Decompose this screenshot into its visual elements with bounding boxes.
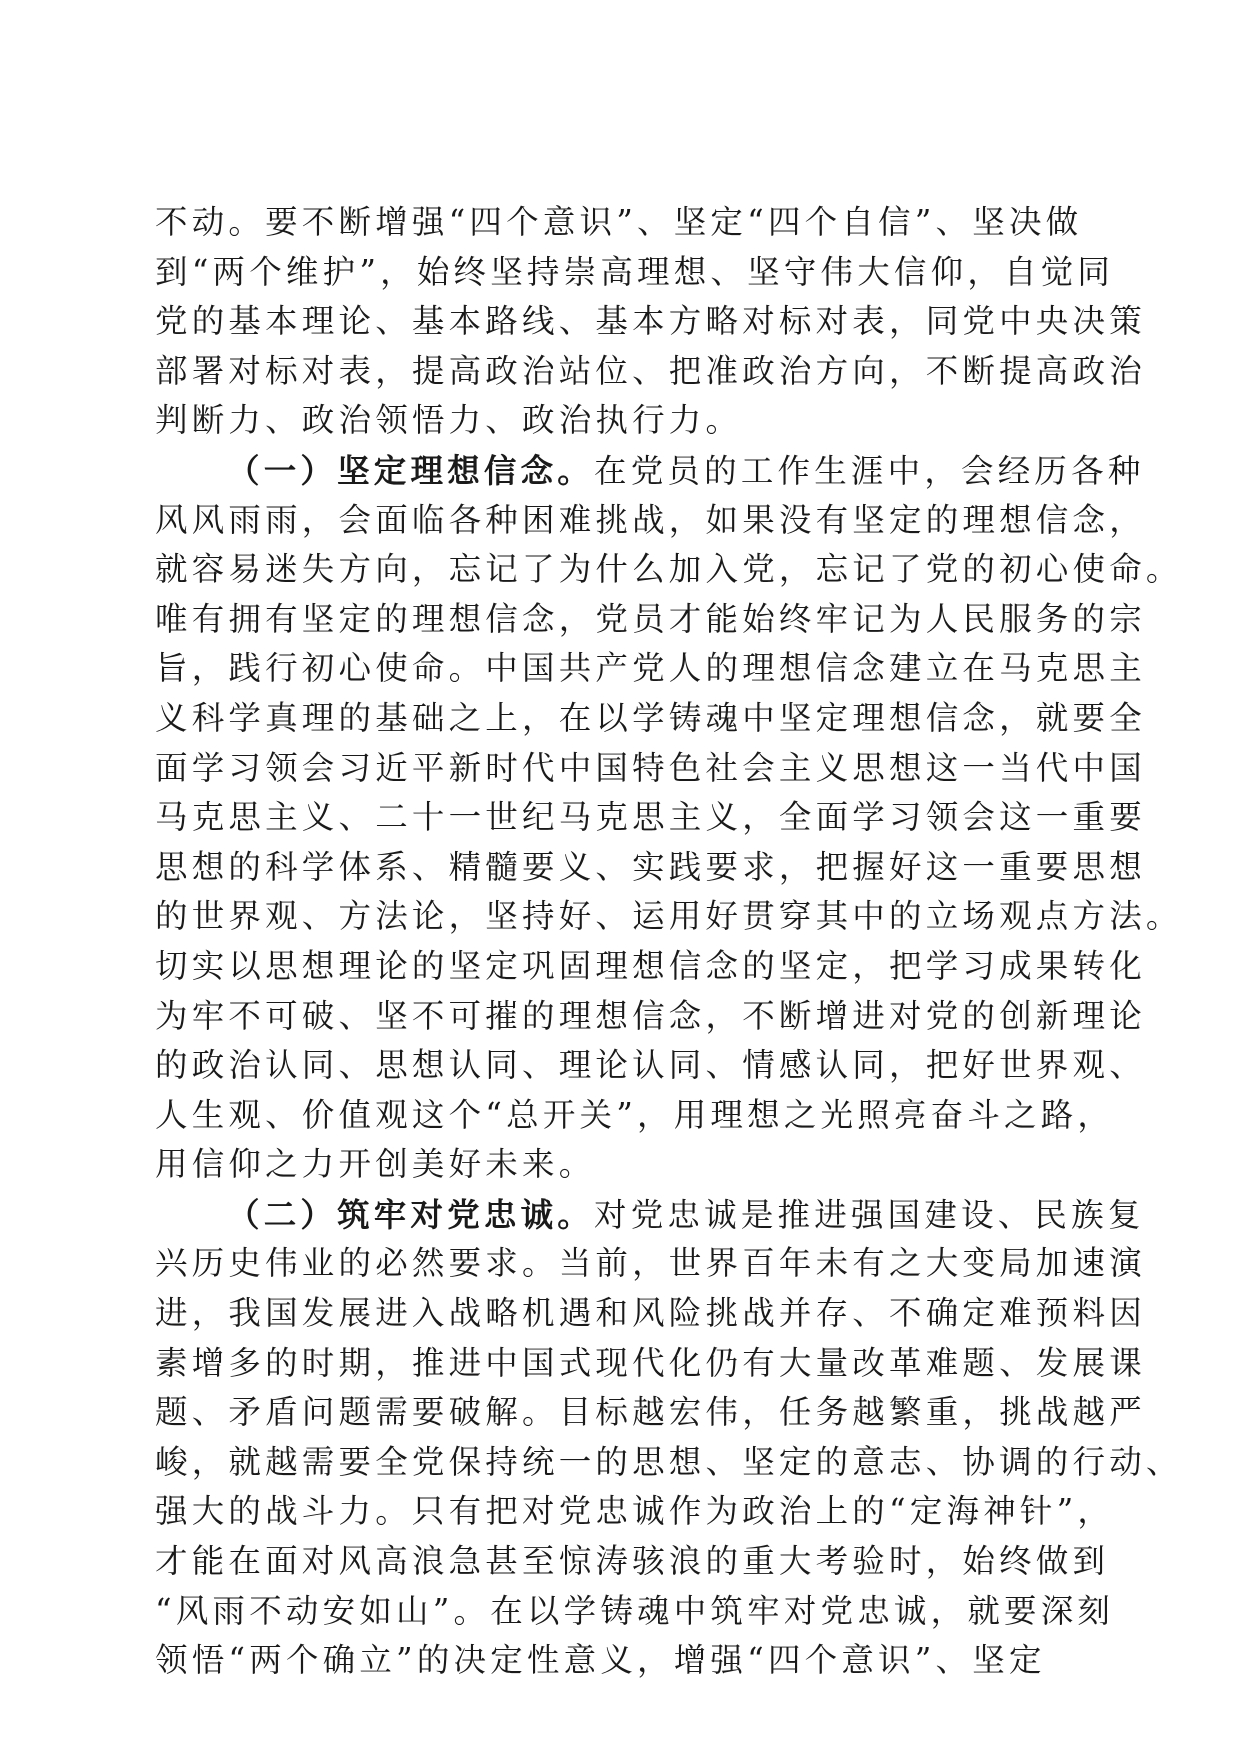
section2-line: “风雨不动安如山”。在以学铸魂中筑牢对党忠诚，就要深刻	[155, 1591, 1115, 1630]
section1-line: 思想的科学体系、精髓要义、实践要求，把握好这一重要思想	[155, 847, 1146, 886]
section2-line: 强大的战斗力。只有把对党忠诚作为政治上的“定海神针”，	[155, 1492, 1115, 1531]
section2-line: 领悟“两个确立”的决定性意义，增强“四个意识”、坚定	[155, 1641, 1046, 1680]
section1-line: 人生观、价值观这个“总开关”，用理想之光照亮奋斗之路，	[155, 1095, 1115, 1134]
document-body	[155, 198, 1183, 1686]
section2-line: 才能在面对风高浪急甚至惊涛骇浪的重大考验时，始终做到	[155, 1542, 1110, 1581]
section1-first-line	[155, 446, 1145, 496]
section1-line: 就容易迷失方向，忘记了为什么加入党，忘记了党的初心使命。	[155, 550, 1183, 589]
section2-line: 兴历史伟业的必然要求。当前，世界百年未有之大变局加速演	[155, 1244, 1146, 1283]
section2-first-line	[155, 1190, 1145, 1240]
section2-line: 素增多的时期，推进中国式现代化仍有大量改革难题、发展课	[155, 1343, 1146, 1382]
section2-heading: （二）筑牢对党忠诚。	[227, 1194, 595, 1234]
section1-line: 唯有拥有坚定的理想信念，党员才能始终牢记为人民服务的宗	[155, 599, 1146, 638]
section1-line: 的政治认同、思想认同、理论认同、情感认同，把好世界观、	[155, 1046, 1146, 1085]
section2-first-line-text: 对党忠诚是推进强国建设、民族复	[594, 1195, 1145, 1234]
section1-line: 用信仰之力开创美好未来。	[155, 1145, 596, 1184]
intro-line: 到“两个维护”，始终坚持崇高理想、坚守伟大信仰，自觉同	[155, 252, 1115, 291]
intro-line: 党的基本理论、基本路线、基本方略对标对表，同党中央决策	[155, 302, 1146, 341]
section1-line: 为牢不可破、坚不可摧的理想信念，不断增进对党的创新理论	[155, 996, 1146, 1035]
intro-line: 不动。要不断增强“四个意识”、坚定“四个自信”、坚决做	[155, 203, 1083, 241]
section2-line: 题、矛盾问题需要破解。目标越宏伟，任务越繁重，挑战越严	[155, 1393, 1146, 1432]
section1-first-line-text: 在党员的工作生涯中，会经历各种	[594, 451, 1145, 490]
intro-line: 部署对标对表，提高政治站位、把准政治方向，不断提高政治	[155, 351, 1146, 390]
section2-line: 进，我国发展进入战略机遇和风险挑战并存、不确定难预料因	[155, 1294, 1146, 1333]
section1-heading: （一）坚定理想信念。	[227, 450, 595, 490]
section1-line: 风风雨雨，会面临各种困难挑战，如果没有坚定的理想信念，	[155, 500, 1146, 539]
section1-line: 义科学真理的基础之上，在以学铸魂中坚定理想信念，就要全	[155, 698, 1146, 737]
intro-line: 判断力、政治领悟力、政治执行力。	[155, 401, 743, 440]
section1-line: 马克思主义、二十一世纪马克思主义，全面学习领会这一重要	[155, 798, 1146, 837]
section1-line: 旨，践行初心使命。中国共产党人的理想信念建立在马克思主	[155, 649, 1146, 688]
section1-line: 的世界观、方法论，坚持好、运用好贯穿其中的立场观点方法。	[155, 897, 1183, 936]
section1-line: 切实以思想理论的坚定巩固理想信念的坚定，把学习成果转化	[155, 946, 1146, 985]
section1-line: 面学习领会习近平新时代中国特色社会主义思想这一当代中国	[155, 748, 1146, 787]
section2-line: 峻，就越需要全党保持统一的思想、坚定的意志、协调的行动、	[155, 1442, 1183, 1481]
